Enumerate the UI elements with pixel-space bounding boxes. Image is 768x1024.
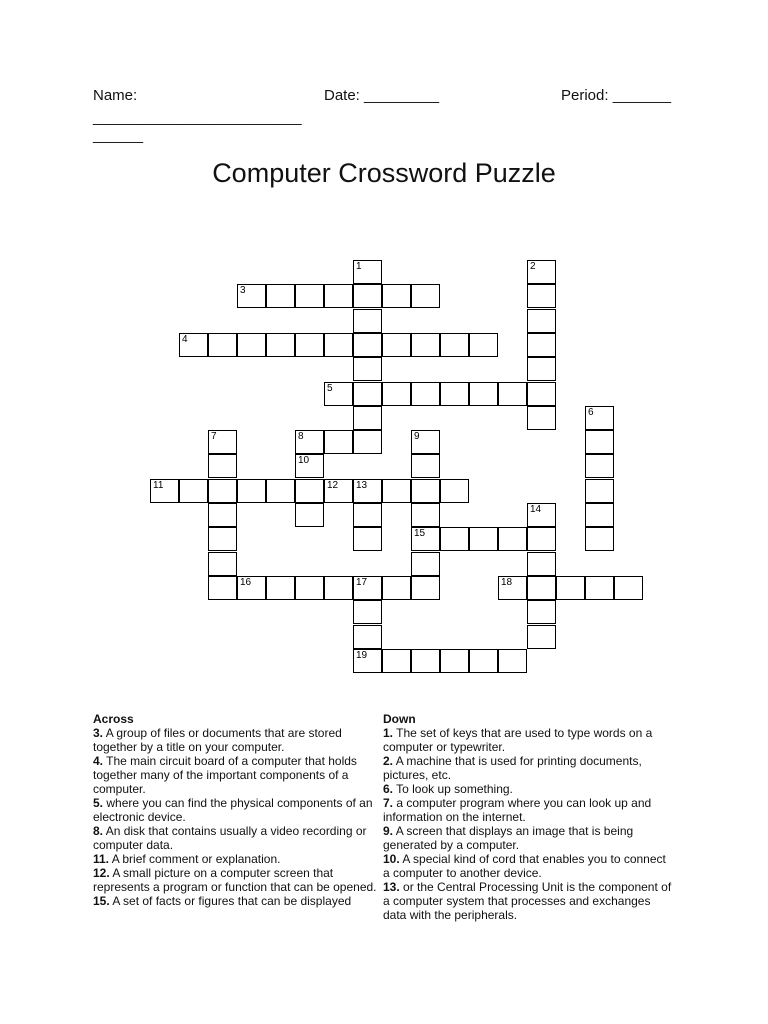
- clue-number-label: 1: [356, 261, 362, 272]
- clue-number: 8.: [93, 824, 104, 838]
- grid-cell[interactable]: [295, 430, 324, 454]
- clue-text: A machine that is used for printing documents, pictures, etc.: [383, 754, 642, 782]
- clue-text: A brief comment or explanation.: [109, 852, 281, 866]
- grid-cell[interactable]: [411, 454, 440, 478]
- grid-cell[interactable]: [295, 333, 324, 357]
- down-clue: [383, 796, 675, 824]
- clue-text: The main circuit board of a computer that holds together many of the important components of a computer.: [93, 754, 357, 796]
- clue-text: where you can find the physical components of an electronic device.: [93, 796, 373, 824]
- clue-number: 15.: [93, 894, 110, 908]
- grid-cell[interactable]: [353, 260, 382, 284]
- grid-cell[interactable]: [353, 430, 382, 454]
- grid-cell[interactable]: [614, 576, 643, 600]
- grid-cell[interactable]: [527, 333, 556, 357]
- grid-cell[interactable]: [556, 576, 585, 600]
- clue-text: a computer program where you can look up and information on the internet.: [383, 796, 652, 824]
- clue-number: 5.: [93, 796, 104, 810]
- down-clue-list: [383, 726, 675, 922]
- clue-text: or the Central Processing Unit is the component of a computer system that processes and exchanges data with the peripherals.: [383, 880, 672, 922]
- grid-cell[interactable]: [353, 527, 382, 551]
- grid-cell[interactable]: [498, 382, 527, 406]
- clue-text: To look up something.: [393, 782, 513, 796]
- across-clue: [93, 796, 385, 824]
- grid-cell[interactable]: [353, 649, 382, 673]
- grid-cell[interactable]: [440, 479, 469, 503]
- grid-cell[interactable]: [498, 527, 527, 551]
- grid-cell[interactable]: [585, 479, 614, 503]
- grid-cell[interactable]: [208, 479, 237, 503]
- grid-cell[interactable]: [237, 284, 266, 308]
- down-clue: [383, 754, 675, 782]
- grid-cell[interactable]: [585, 406, 614, 430]
- clue-number: 1.: [383, 726, 394, 740]
- grid-cell[interactable]: [324, 382, 353, 406]
- grid-cell[interactable]: [208, 503, 237, 527]
- grid-cell[interactable]: [237, 333, 266, 357]
- grid-cell[interactable]: [440, 382, 469, 406]
- clue-number-label: 8: [298, 431, 304, 443]
- grid-cell[interactable]: [324, 430, 353, 454]
- grid-cell[interactable]: [585, 576, 614, 600]
- grid-cell[interactable]: [527, 382, 556, 406]
- grid-cell[interactable]: [527, 260, 556, 284]
- name-label: Name:: [93, 87, 138, 104]
- across-clue: [93, 894, 385, 908]
- grid-cell[interactable]: [266, 333, 295, 357]
- grid-cell[interactable]: [208, 333, 237, 357]
- clue-text: The set of keys that are used to type words on a computer or typewriter.: [383, 726, 653, 754]
- clue-number-label: 15: [414, 528, 426, 540]
- clue-number: 13.: [383, 880, 400, 894]
- grid-cell[interactable]: [411, 333, 440, 357]
- grid-cell[interactable]: [527, 406, 556, 430]
- grid-cell[interactable]: [498, 576, 527, 600]
- down-clue: [383, 726, 675, 754]
- clue-number-label: 19: [356, 649, 368, 661]
- clue-number-label: 14: [530, 504, 542, 515]
- name-blank-line: _________________________: [93, 109, 302, 126]
- clue-text: A small picture on a computer screen that represents a program or function that can be opened.: [93, 866, 377, 894]
- period-label: Period: _______: [561, 87, 672, 104]
- grid-cell[interactable]: [527, 552, 556, 576]
- clue-number: 2.: [383, 754, 394, 768]
- down-clue: [383, 782, 675, 796]
- grid-cell[interactable]: [411, 649, 440, 673]
- grid-cell[interactable]: [208, 527, 237, 551]
- grid-cell[interactable]: [527, 503, 556, 527]
- clue-text: A group of files or documents that are stored together by a title on your computer.: [93, 726, 342, 754]
- across-clue: [93, 866, 385, 894]
- clue-number-label: 9: [414, 431, 420, 443]
- down-clue: [383, 880, 675, 922]
- grid-cell[interactable]: [411, 503, 440, 527]
- grid-cell[interactable]: [411, 430, 440, 454]
- across-clue: [93, 754, 385, 796]
- grid-cell[interactable]: [585, 454, 614, 478]
- grid-cell[interactable]: [527, 600, 556, 624]
- grid-cell[interactable]: [208, 552, 237, 576]
- grid-cell[interactable]: [324, 576, 353, 600]
- clue-number-label: 7: [211, 431, 217, 443]
- grid-cell[interactable]: [382, 284, 411, 308]
- clue-number-label: 6: [588, 406, 594, 418]
- grid-cell[interactable]: [527, 284, 556, 308]
- grid-cell[interactable]: [469, 333, 498, 357]
- grid-cell[interactable]: [411, 479, 440, 503]
- clue-text: A screen that displays an image that is being generated by a computer.: [383, 824, 634, 852]
- across-clue: [93, 852, 385, 866]
- grid-cell[interactable]: [382, 382, 411, 406]
- grid-cell[interactable]: [353, 284, 382, 308]
- clue-number: 9.: [383, 824, 394, 838]
- grid-cell[interactable]: [585, 527, 614, 551]
- grid-cell[interactable]: [179, 479, 208, 503]
- grid-cell[interactable]: [237, 479, 266, 503]
- clue-number: 11.: [93, 852, 110, 866]
- grid-cell[interactable]: [295, 284, 324, 308]
- grid-cell[interactable]: [411, 284, 440, 308]
- across-clues: [93, 712, 385, 908]
- grid-cell[interactable]: [266, 284, 295, 308]
- grid-cell[interactable]: [527, 309, 556, 333]
- grid-cell[interactable]: [382, 649, 411, 673]
- clue-text: A set of facts or figures that can be displayed: [109, 894, 352, 908]
- grid-cell[interactable]: [411, 576, 440, 600]
- clue-number-label: 16: [240, 576, 252, 588]
- grid-cell[interactable]: [353, 600, 382, 624]
- grid-cell[interactable]: [324, 333, 353, 357]
- grid-cell[interactable]: [382, 576, 411, 600]
- across-clue: [93, 824, 385, 852]
- grid-cell[interactable]: [382, 333, 411, 357]
- name-blank-line-continued: ______: [93, 127, 144, 144]
- clue-number: 4.: [93, 754, 104, 768]
- clue-text: A special kind of cord that enables you to connect a computer to another device.: [383, 852, 666, 880]
- grid-cell[interactable]: [382, 479, 411, 503]
- grid-cell[interactable]: [353, 357, 382, 381]
- grid-cell[interactable]: [585, 430, 614, 454]
- clue-number-label: 10: [298, 455, 310, 467]
- clue-number-label: 2: [530, 261, 536, 272]
- grid-cell[interactable]: [353, 406, 382, 430]
- clue-number: 10.: [383, 852, 400, 866]
- grid-cell[interactable]: [585, 503, 614, 527]
- across-clue: [93, 726, 385, 754]
- grid-cell[interactable]: [295, 454, 324, 478]
- down-heading: Down: [383, 712, 416, 726]
- clue-number-label: 13: [356, 479, 368, 491]
- clue-number-label: 17: [356, 576, 368, 588]
- grid-cell[interactable]: [353, 333, 382, 357]
- grid-cell[interactable]: [527, 625, 556, 649]
- down-clue: [383, 824, 675, 852]
- clue-number-label: 5: [327, 382, 333, 394]
- grid-cell[interactable]: [411, 552, 440, 576]
- clue-number-label: 18: [501, 576, 513, 588]
- grid-cell[interactable]: [353, 309, 382, 333]
- grid-cell[interactable]: [295, 576, 324, 600]
- clue-number-label: 4: [182, 333, 188, 345]
- grid-cell[interactable]: [353, 576, 382, 600]
- grid-cell[interactable]: [295, 503, 324, 527]
- clue-number: 3.: [93, 726, 104, 740]
- clue-number-label: 11: [153, 479, 164, 491]
- grid-cell[interactable]: [324, 479, 353, 503]
- grid-cell[interactable]: [208, 454, 237, 478]
- grid-cell[interactable]: [295, 479, 324, 503]
- grid-cell[interactable]: [179, 333, 208, 357]
- grid-cell[interactable]: [266, 479, 295, 503]
- grid-cell[interactable]: [469, 382, 498, 406]
- grid-cell[interactable]: [527, 357, 556, 381]
- date-label: Date: _________: [324, 87, 440, 104]
- grid-cell[interactable]: [324, 284, 353, 308]
- grid-cell[interactable]: [527, 576, 556, 600]
- clue-text: An disk that contains usually a video recording or computer data.: [93, 824, 367, 852]
- grid-cell[interactable]: [469, 649, 498, 673]
- grid-cell[interactable]: [208, 430, 237, 454]
- down-clues: [383, 712, 675, 922]
- grid-cell[interactable]: [440, 333, 469, 357]
- grid-cell[interactable]: [440, 527, 469, 551]
- across-heading: Across: [93, 712, 134, 726]
- across-clue-list: [93, 726, 385, 908]
- clue-number: 7.: [383, 796, 394, 810]
- page-title: Computer Crossword Puzzle: [212, 158, 556, 188]
- clue-number: 12.: [93, 866, 110, 880]
- grid-cell[interactable]: [527, 527, 556, 551]
- grid-cell[interactable]: [353, 503, 382, 527]
- grid-cell[interactable]: [353, 479, 382, 503]
- grid-cell[interactable]: [266, 576, 295, 600]
- grid-cell[interactable]: [208, 576, 237, 600]
- grid-cell[interactable]: [498, 649, 527, 673]
- clue-number-label: 12: [327, 479, 339, 491]
- grid-cell[interactable]: [353, 382, 382, 406]
- grid-cell[interactable]: [237, 576, 266, 600]
- grid-cell[interactable]: [411, 527, 440, 551]
- grid-cell[interactable]: [150, 479, 179, 503]
- clue-number: 6.: [383, 782, 394, 796]
- grid-cell[interactable]: [353, 625, 382, 649]
- clue-number-label: 3: [240, 285, 246, 297]
- grid-cell[interactable]: [469, 527, 498, 551]
- down-clue: [383, 852, 675, 880]
- grid-cell[interactable]: [411, 382, 440, 406]
- grid-cell[interactable]: [440, 649, 469, 673]
